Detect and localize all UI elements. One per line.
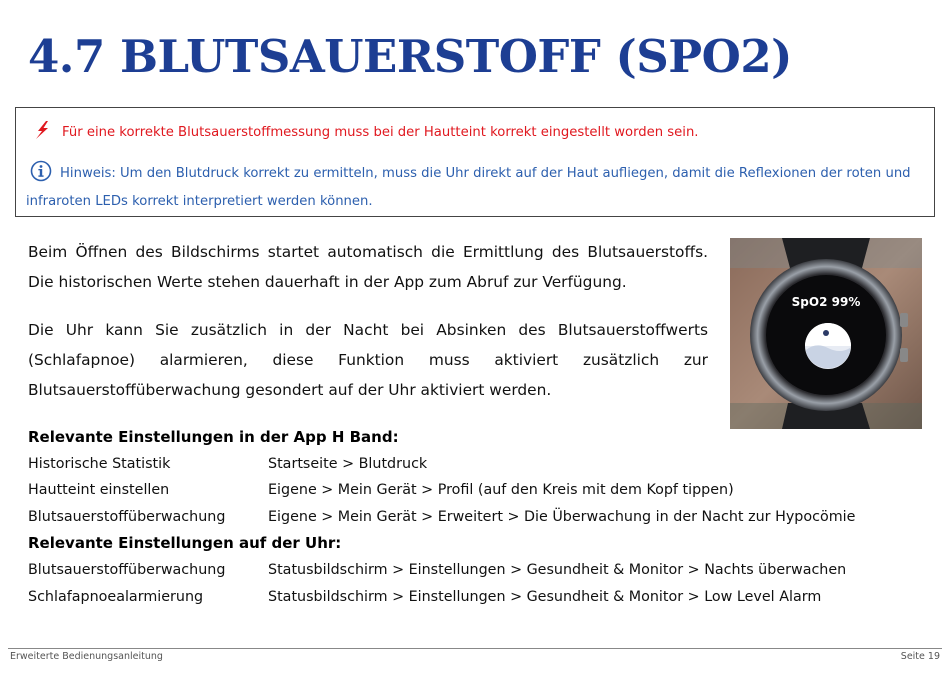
setting-name: Historische Statistik bbox=[28, 455, 171, 472]
table-row bbox=[28, 477, 928, 504]
warning-text: Für eine korrekte Blutsauerstoffmessung muss bei der Hautteint korrekt eingestellt worden sein. bbox=[62, 125, 699, 140]
footer-document-name: Erweiterte Bedienungsanleitung bbox=[10, 651, 163, 662]
setting-path: Eigene > Mein Gerät > Erweitert > Die Überwachung in der Nacht zur Hypocömie bbox=[268, 508, 856, 525]
table-row bbox=[28, 504, 928, 531]
watch-settings-heading: Relevante Einstellungen auf der Uhr: bbox=[28, 534, 342, 553]
lightning-icon bbox=[32, 120, 52, 140]
footer-page-number: Seite 19 bbox=[900, 651, 940, 662]
setting-name: Blutsauerstoffüberwachung bbox=[28, 508, 226, 525]
watch-photo bbox=[730, 238, 922, 429]
setting-path: Statusbildschirm > Einstellungen > Gesundheit & Monitor > Nachts überwachen bbox=[268, 561, 847, 578]
table-row bbox=[28, 451, 928, 478]
info-icon bbox=[30, 160, 52, 182]
paragraph-intro: Beim Öffnen des Bildschirms startet automatisch die Ermittlung des Blutsauerstoffs. Die historischen Werte stehen dauerhaft in der App zum Abruf zur Verfügung. bbox=[28, 243, 708, 291]
note-box bbox=[15, 107, 935, 217]
setting-path: Statusbildschirm > Einstellungen > Gesundheit & Monitor > Low Level Alarm bbox=[268, 588, 822, 605]
hint-block bbox=[26, 160, 916, 216]
setting-path: Eigene > Mein Gerät > Profil (auf den Kreis mit dem Kopf tippen) bbox=[268, 482, 734, 499]
setting-name: Blutsauerstoffüberwachung bbox=[28, 561, 226, 578]
watch-screen-text: SpO2 99% bbox=[791, 295, 861, 309]
table-row bbox=[28, 557, 928, 584]
paragraph-apnea: Die Uhr kann Sie zusätzlich in der Nacht bei Absinken des Blutsauerstoffwerts (Schlafapnoe) alarmieren, diese Funktion muss aktiviert zusätzlich zur Blutsauerstoffüberwachung gesondert auf der Uhr aktiviert werden. bbox=[28, 321, 708, 399]
setting-name: Schlafapnoealarmierung bbox=[28, 588, 204, 605]
hint-text: Hinweis: Um den Blutdruck korrekt zu ermitteln, muss die Uhr direkt auf der Haut aufliegen, damit die Reflexionen der roten und infraroten LEDs korrekt interpretiert werden können. bbox=[26, 166, 911, 209]
settings-section bbox=[28, 424, 928, 610]
footer-divider bbox=[8, 648, 942, 649]
setting-name: Hautteint einstellen bbox=[28, 482, 170, 499]
warning-line bbox=[32, 120, 699, 140]
table-row bbox=[28, 584, 928, 611]
app-settings-heading: Relevante Einstellungen in der App H Band: bbox=[28, 428, 399, 446]
page-title: 4.7 BLUTSAUERSTOFF (SPO2) bbox=[28, 30, 792, 83]
setting-path: Startseite > Blutdruck bbox=[268, 455, 428, 472]
